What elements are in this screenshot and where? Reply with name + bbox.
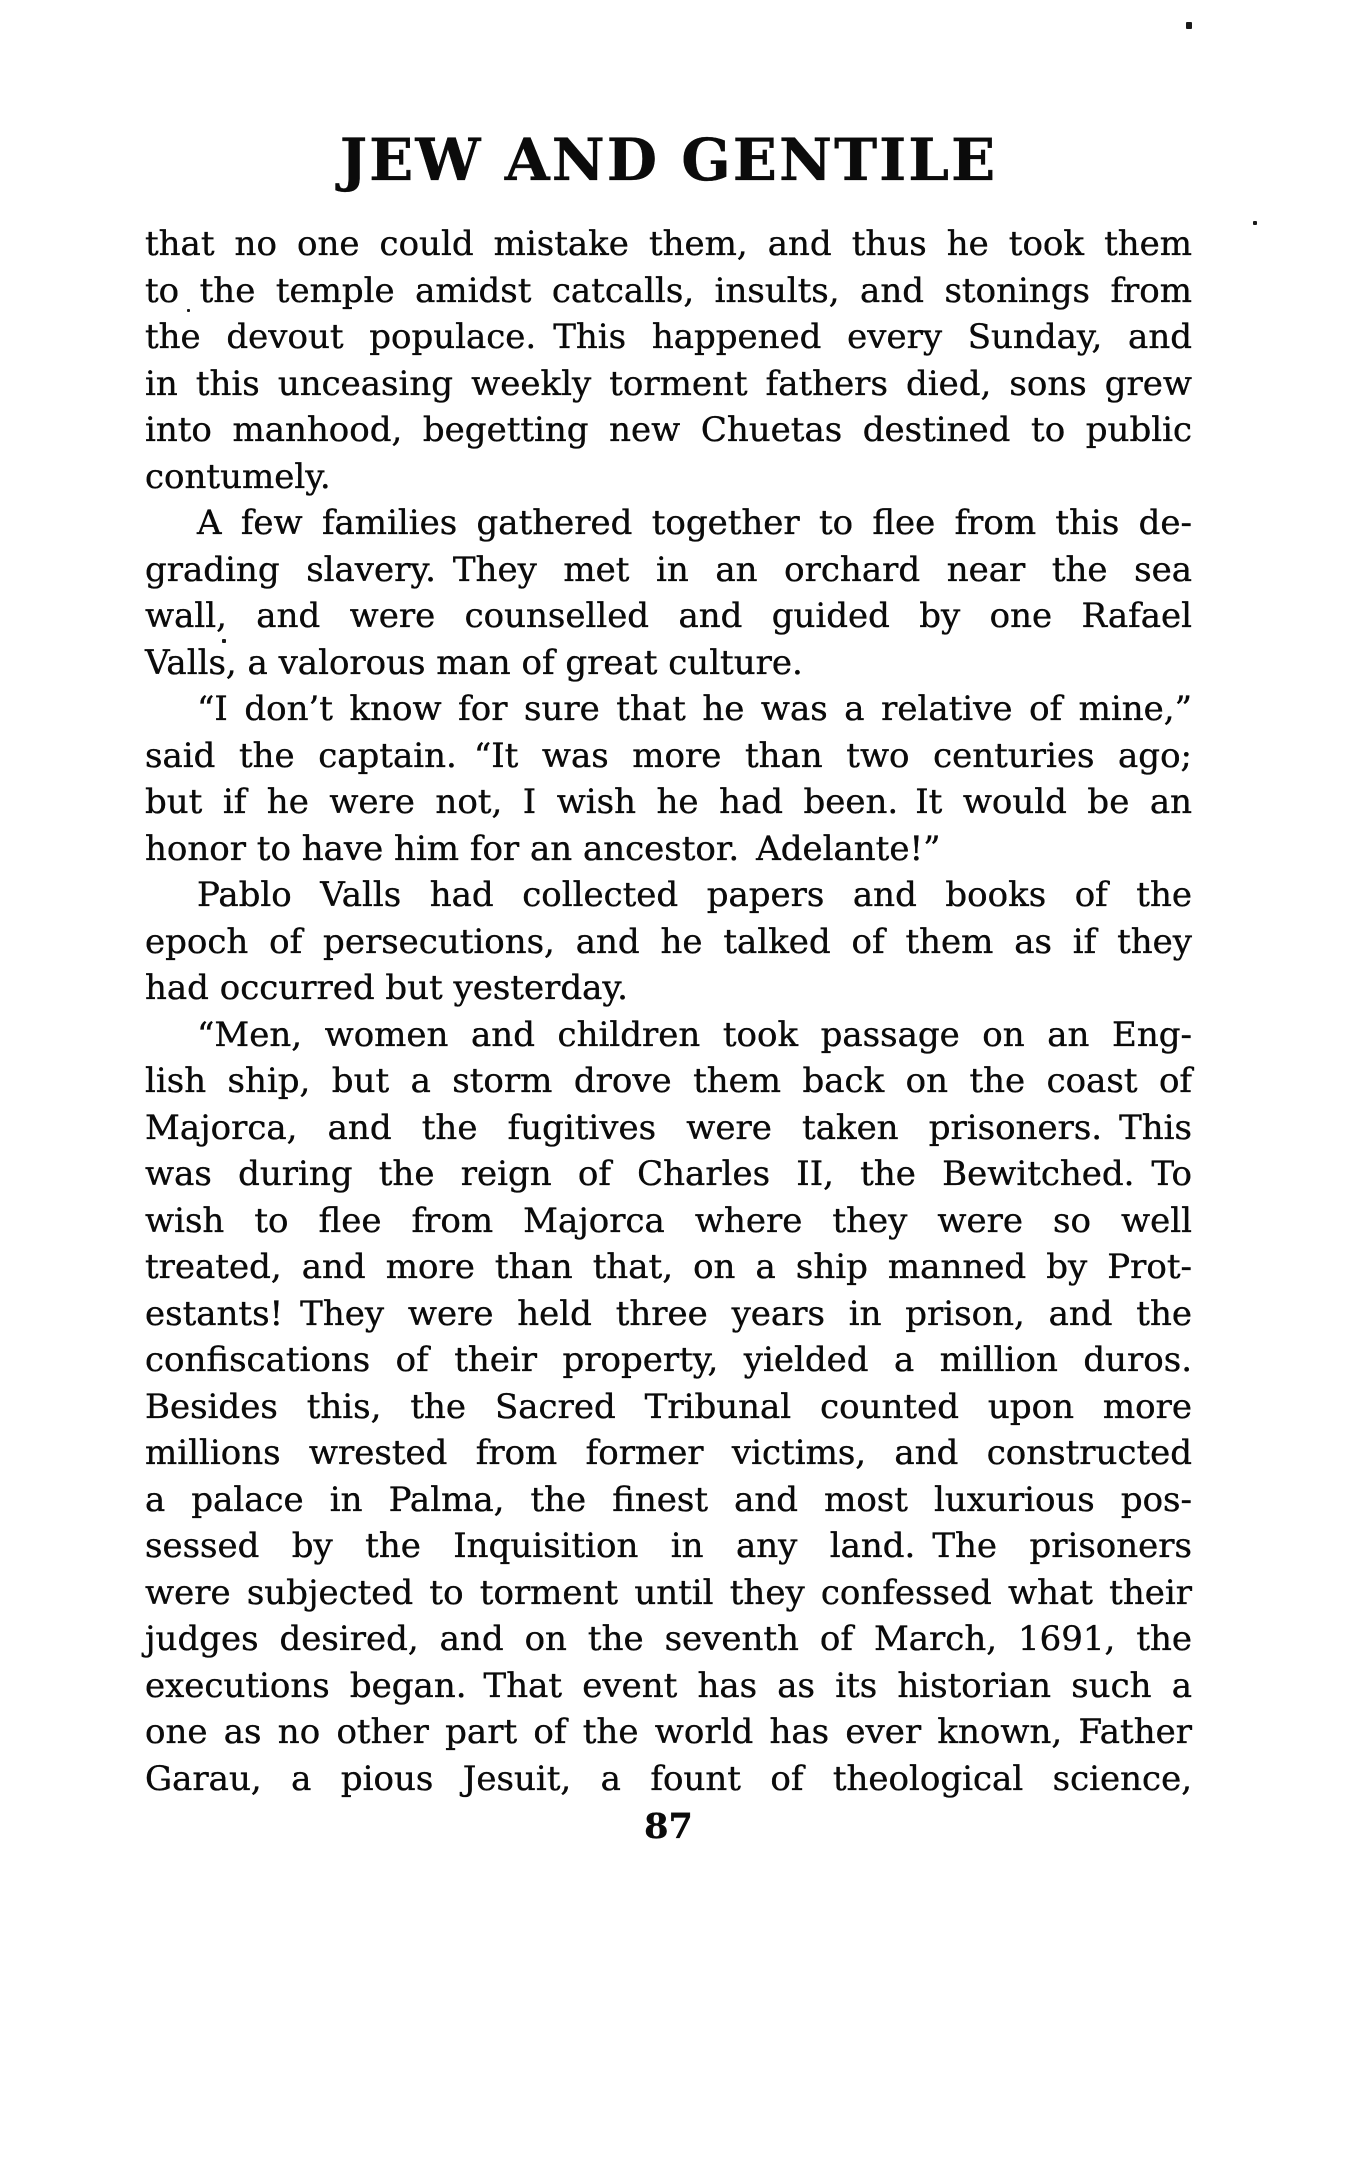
page-header-title: JEW AND GENTILE <box>339 126 998 194</box>
text-line: grading slavery. They met in an orchard near the sea <box>145 549 1192 590</box>
text-line: Pablo Valls had collected papers and books of the <box>197 875 1192 915</box>
text-line: “Men, women and children took passage on an Eng- <box>197 1014 1192 1055</box>
text-line: “I don’t know for sure that he was a relative of mine,” <box>197 689 1192 729</box>
text-line: wish to flee from Majorca where they were so well <box>145 1200 1192 1241</box>
text-line: Besides this, the Sacred Tribunal counted upon more <box>145 1386 1192 1427</box>
text-line: said the captain. “It was more than two centuries ago; <box>145 735 1192 776</box>
text-line: wall, and were counselled and guided by one Rafael <box>145 596 1192 636</box>
text-line: had occurred but yesterday. <box>145 968 628 1008</box>
text-line: one as no other part of the world has ever known, Father <box>145 1712 1192 1752</box>
text-line: treated, and more than that, on a ship manned by Prot- <box>145 1247 1192 1287</box>
ink-speck <box>1253 221 1257 225</box>
text-line: were subjected to torment until they confessed what their <box>145 1572 1192 1613</box>
page-number: 87 <box>644 1806 693 1847</box>
text-line: honor to have him for an ancestor. Adelante!” <box>145 828 941 869</box>
text-line: that no one could mistake them, and thus he took them <box>145 224 1192 264</box>
text-line: was during the reign of Charles II, the Bewitched. To <box>145 1154 1192 1194</box>
text-line: judges desired, and on the seventh of March, 1691, the <box>145 1619 1192 1659</box>
ink-speck <box>1186 22 1192 29</box>
text-line: executions began. That event has as its historian such a <box>145 1665 1192 1706</box>
text-line: confiscations of their property, yielded a million duros. <box>145 1340 1192 1380</box>
page-body <box>145 221 1192 1802</box>
text-line: millions wrested from former victims, and constructed <box>145 1433 1192 1473</box>
text-line: Majorca, and the fugitives were taken prisoners. This <box>145 1107 1192 1148</box>
text-line: epoch of persecutions, and he talked of them as if they <box>145 921 1192 962</box>
text-line: a palace in Palma, the finest and most luxurious pos- <box>145 1479 1192 1520</box>
text-line: contumely. <box>145 456 331 497</box>
text-line: into manhood, begetting new Chuetas destined to public <box>145 410 1192 450</box>
text-line: lish ship, but a storm drove them back on the coast of <box>145 1061 1192 1101</box>
text-line: but if he were not, I wish he had been. It would be an <box>145 782 1192 822</box>
text-line: sessed by the Inquisition in any land. The prisoners <box>145 1526 1192 1566</box>
text-line: the devout populace. This happened every Sunday, and <box>145 317 1192 357</box>
text-line: in this unceasing weekly torment fathers died, sons grew <box>145 363 1192 404</box>
text-line: to the temple amidst catcalls, insults, and stonings from <box>145 270 1192 311</box>
text-line: estants! They were held three years in prison, and the <box>145 1293 1192 1334</box>
text-line: Garau, a pious Jesuit, a fount of theological science, <box>145 1758 1192 1799</box>
text-line: A few families gathered together to flee from this de- <box>197 503 1192 543</box>
text-line: Valls, a valorous man of great culture. <box>145 642 803 683</box>
